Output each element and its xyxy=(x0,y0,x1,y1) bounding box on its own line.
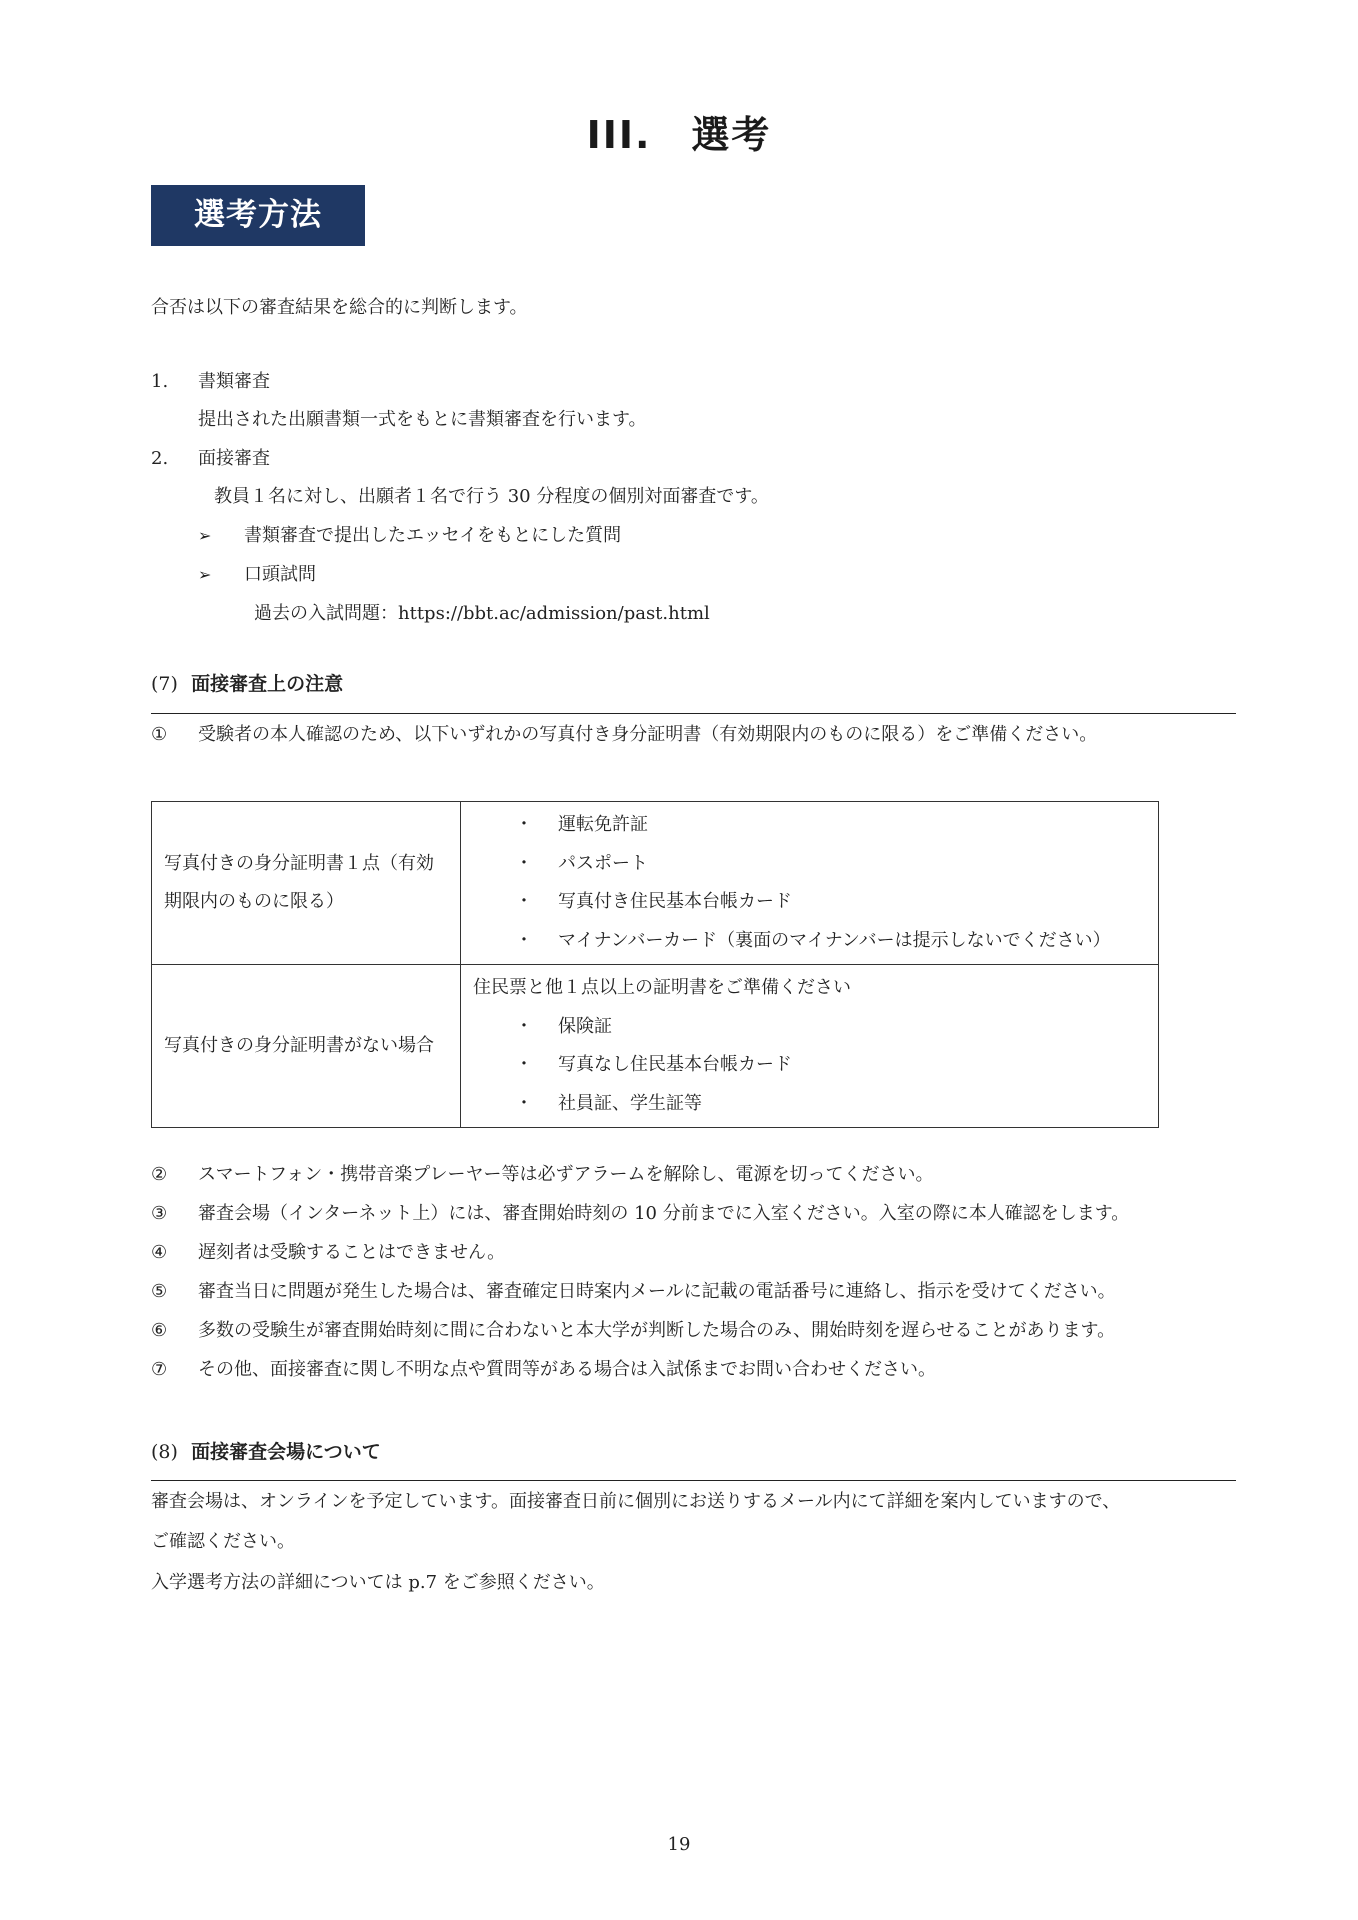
section-7-heading xyxy=(151,671,343,697)
note-mark: ① xyxy=(151,724,168,745)
list-item: ・ 保険証 xyxy=(473,1008,1146,1047)
note-text: 審査当日に問題が発生した場合は、審査確定日時案内メールに記載の電話番号に連絡し、指示を受けてください。 xyxy=(198,1281,1116,1302)
section-number: (8) xyxy=(151,1441,178,1463)
note-text: 多数の受験生が審査開始時刻に間に合わないと本大学が判断した場合のみ、開始時刻を遅らせることがあります。 xyxy=(198,1320,1116,1341)
arrow-bullet-icon: ➢ xyxy=(198,526,212,545)
list-item: ・ 社員証、学生証等 xyxy=(473,1085,1146,1124)
bullet-dot-icon: ・ xyxy=(515,891,533,912)
note-mark: ③ xyxy=(151,1203,168,1224)
note-text: その他、面接審査に関し不明な点や質問等がある場合は入試係までお問い合わせください。 xyxy=(198,1359,936,1380)
bullet-dot-icon: ・ xyxy=(515,852,533,874)
page-number: 19 xyxy=(667,1834,691,1855)
section-number: (7) xyxy=(151,673,178,695)
section-badge: 選考方法 xyxy=(151,185,365,246)
note-text: 遅刻者は受験することはできません。 xyxy=(198,1242,506,1263)
list-item: ・ マイナンバーカード（裏面のマイナンバーは提示しないでください） xyxy=(473,922,1146,961)
section-divider xyxy=(151,1480,1236,1481)
item-description: 提出された出願書類一式をもとに書類審査を行います。 xyxy=(198,409,647,430)
item-title: 書類審査 xyxy=(198,371,270,392)
section-divider xyxy=(151,713,1236,714)
note-mark: ④ xyxy=(151,1242,168,1263)
bullet-dot-icon: ・ xyxy=(515,1054,533,1075)
list-item: ・ パスポート xyxy=(473,845,1146,884)
id-document-table xyxy=(151,801,1159,1128)
section-title: 面接審査上の注意 xyxy=(191,673,344,695)
past-exam-link[interactable]: 過去の入試問題：https://bbt.ac/admission/past.html xyxy=(254,603,710,624)
table-row-items xyxy=(461,965,1159,1128)
bullet-dot-icon: ・ xyxy=(515,1015,533,1037)
item-description: 教員１名に対し、出願者１名で行う 30 分程度の個別対面審査です。 xyxy=(214,486,769,507)
section-title: 面接審査会場について xyxy=(191,1441,381,1463)
table-row-label: 写真付きの身分証明書１点（有効期限内のものに限る） xyxy=(152,802,461,965)
table-row-items xyxy=(461,802,1159,965)
note-mark: ⑥ xyxy=(151,1320,168,1341)
arrow-bullet-icon: ➢ xyxy=(198,565,212,584)
item-number: 1. xyxy=(151,371,169,392)
venue-text: 入学選考方法の詳細については p.7 をご参照ください。 xyxy=(151,1572,605,1593)
note-mark: ⑤ xyxy=(151,1281,168,1302)
list-item: ・ 写真付き住民基本台帳カード xyxy=(473,883,1146,922)
bullet-dot-icon: ・ xyxy=(515,929,533,951)
bullet-dot-icon: ・ xyxy=(515,814,533,835)
intro-text: 合否は以下の審査結果を総合的に判断します。 xyxy=(151,297,528,318)
bullet-dot-icon: ・ xyxy=(515,1092,533,1114)
table-row xyxy=(152,965,1159,1128)
interview-point: 書類審査で提出したエッセイをもとにした質問 xyxy=(244,525,622,546)
item-number: 2. xyxy=(151,448,169,469)
list-item: ・ 運転免許証 xyxy=(473,806,1146,845)
note-mark: ⑦ xyxy=(151,1359,168,1380)
section-8-heading xyxy=(151,1439,381,1465)
venue-text: 審査会場は、オンラインを予定しています。面接審査日前に個別にお送りするメール内にて詳細を案内していますので、 xyxy=(151,1491,1121,1512)
list-item: ・ 写真なし住民基本台帳カード xyxy=(473,1046,1146,1085)
note-text: 受験者の本人確認のため、以下いずれかの写真付き身分証明書（有効期限内のものに限る）をご準備ください。 xyxy=(198,724,1098,745)
venue-text: ご確認ください。 xyxy=(151,1531,295,1552)
interview-point: 口頭試問 xyxy=(244,564,316,585)
list-intro: 住民票と他１点以上の証明書をご準備ください xyxy=(473,977,851,998)
table-row xyxy=(152,802,1159,965)
page-title: III. 選考 xyxy=(586,113,772,157)
table-row-label: 写真付きの身分証明書がない場合 xyxy=(152,965,461,1128)
note-mark: ② xyxy=(151,1164,168,1185)
item-title: 面接審査 xyxy=(198,448,270,469)
note-text: 審査会場（インターネット上）には、審査開始時刻の 10 分前までに入室ください。入室の際に本人確認をします。 xyxy=(198,1203,1130,1224)
note-text: スマートフォン・携帯音楽プレーヤー等は必ずアラームを解除し、電源を切ってください。 xyxy=(198,1164,934,1185)
